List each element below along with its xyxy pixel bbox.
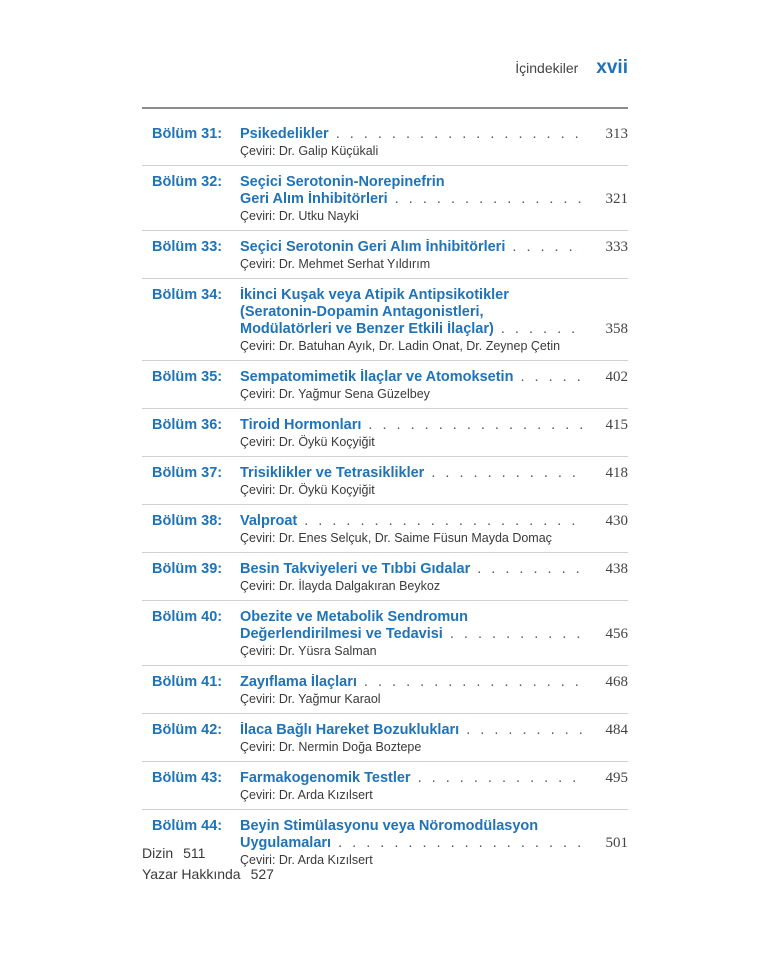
chapter-body xyxy=(240,561,628,594)
chapter-label: Bölüm 32: xyxy=(152,174,223,190)
chapter-title-line[interactable]: Modülatörleri ve Benzer Etkili İlaçlar) . . . xyxy=(240,321,584,338)
back-matter-list xyxy=(142,843,274,885)
toc-entry[interactable] xyxy=(142,118,628,165)
running-header xyxy=(515,57,628,79)
translator-credit: Çeviri: Dr. Arda Kızılsert xyxy=(240,853,373,867)
chapter-title-line[interactable]: Tiroid Hormonları . . . xyxy=(240,417,584,434)
chapter-title-line[interactable]: Sempatomimetik İlaçlar ve Atomoksetin . . . xyxy=(240,369,584,386)
chapter-body xyxy=(240,417,628,450)
chapter-body xyxy=(240,674,628,707)
chapter-label: Bölüm 36: xyxy=(152,417,223,433)
chapter-title-block xyxy=(240,818,628,852)
chapter-title-line[interactable]: Farmakogenomik Testler . . . xyxy=(240,770,584,787)
translator-credit: Çeviri: Dr. Öykü Koçyiğit xyxy=(240,435,375,449)
toc-entry[interactable] xyxy=(142,713,628,761)
translator-credit: Çeviri: Dr. Galip Küçükali xyxy=(240,144,379,158)
chapter-title-block xyxy=(240,287,628,338)
chapter-title-line[interactable]: Psikedelikler . . . xyxy=(240,126,584,143)
chapter-title-block xyxy=(240,417,628,434)
chapter-title-line[interactable]: Obezite ve Metabolik Sendromun xyxy=(240,609,469,625)
chapter-body xyxy=(240,722,628,755)
chapter-page-number: 333 xyxy=(605,239,628,255)
translator-credit: Çeviri: Dr. Batuhan Ayık, Dr. Ladin Onat, Dr. Zeynep Çetin xyxy=(240,339,561,353)
back-matter-item[interactable] xyxy=(142,864,274,885)
toc-entry[interactable] xyxy=(142,600,628,665)
chapter-title-block xyxy=(240,674,628,691)
chapter-title-line[interactable]: Seçici Serotonin Geri Alım İnhibitörleri . . . xyxy=(240,239,584,256)
translator-credit: Çeviri: Dr. Arda Kızılsert xyxy=(240,788,373,802)
toc-entry[interactable] xyxy=(142,230,628,278)
translator-credit: Çeviri: Dr. Yağmur Karaol xyxy=(240,692,381,706)
chapter-page-number: 321 xyxy=(605,191,628,207)
translator-credit: Çeviri: Dr. Utku Nayki xyxy=(240,209,359,223)
chapter-title-block xyxy=(240,609,628,643)
translator-credit: Çeviri: Dr. Yüsra Salman xyxy=(240,644,377,658)
chapter-title-line[interactable]: Değerlendirilmesi ve Tedavisi . . . xyxy=(240,626,584,643)
chapter-title-block xyxy=(240,126,628,143)
running-title: İçindekiler xyxy=(515,60,579,76)
chapter-title-line[interactable]: Uygulamaları . . . xyxy=(240,835,584,852)
chapter-label: Bölüm 43: xyxy=(152,770,223,786)
chapter-page-number: 456 xyxy=(605,626,628,642)
chapter-page-number: 358 xyxy=(605,321,628,337)
toc-entry[interactable] xyxy=(142,408,628,456)
header-rule xyxy=(142,107,628,109)
chapter-body xyxy=(240,287,628,354)
chapter-label: Bölüm 35: xyxy=(152,369,223,385)
toc-entry[interactable] xyxy=(142,165,628,230)
translator-credit: Çeviri: Dr. İlayda Dalgakıran Beykoz xyxy=(240,579,441,593)
chapter-page-number: 501 xyxy=(605,835,628,851)
chapter-body xyxy=(240,770,628,803)
chapter-title-block xyxy=(240,239,628,256)
toc-entry[interactable] xyxy=(142,360,628,408)
chapter-page-number: 313 xyxy=(605,126,628,142)
toc-entry[interactable] xyxy=(142,456,628,504)
chapter-title-line[interactable]: Beyin Stimülasyonu veya Nöromodülasyon xyxy=(240,818,539,834)
chapter-label: Bölüm 39: xyxy=(152,561,223,577)
chapter-page-number: 430 xyxy=(605,513,628,529)
toc-entry[interactable] xyxy=(142,761,628,809)
back-matter-page-number: 527 xyxy=(250,866,274,882)
chapter-title-block xyxy=(240,770,628,787)
chapter-label: Bölüm 37: xyxy=(152,465,223,481)
chapter-page-number: 418 xyxy=(605,465,628,481)
chapter-label: Bölüm 34: xyxy=(152,287,223,303)
chapter-page-number: 484 xyxy=(605,722,628,738)
chapter-label: Bölüm 31: xyxy=(152,126,223,142)
table-of-contents xyxy=(142,118,628,874)
chapter-title-block xyxy=(240,369,628,386)
chapter-title-line[interactable]: Trisiklikler ve Tetrasiklikler . . . xyxy=(240,465,584,482)
chapter-title-line[interactable]: Besin Takviyeleri ve Tıbbi Gıdalar . . . xyxy=(240,561,584,578)
chapter-page-number: 495 xyxy=(605,770,628,786)
toc-entry[interactable] xyxy=(142,665,628,713)
translator-credit: Çeviri: Dr. Enes Selçuk, Dr. Saime Füsun Mayda Domaç xyxy=(240,531,552,545)
chapter-body xyxy=(240,465,628,498)
chapter-body xyxy=(240,609,628,659)
back-matter-page-number: 511 xyxy=(183,845,206,861)
chapter-body xyxy=(240,239,628,272)
chapter-page-number: 415 xyxy=(605,417,628,433)
toc-entry[interactable] xyxy=(142,504,628,552)
chapter-label: Bölüm 38: xyxy=(152,513,223,529)
toc-entry[interactable] xyxy=(142,278,628,360)
chapter-label: Bölüm 44: xyxy=(152,818,223,834)
chapter-label: Bölüm 40: xyxy=(152,609,223,625)
back-matter-item[interactable] xyxy=(142,843,274,864)
page-number: xvii xyxy=(596,57,628,78)
chapter-title-line[interactable]: Valproat . . . xyxy=(240,513,584,530)
chapter-title-line[interactable]: (Seratonin-Dopamin Antagonistleri, xyxy=(240,304,484,320)
chapter-label: Bölüm 33: xyxy=(152,239,223,255)
chapter-title-block xyxy=(240,722,628,739)
chapter-title-block xyxy=(240,561,628,578)
chapter-label: Bölüm 42: xyxy=(152,722,223,738)
back-matter-label: Dizin xyxy=(142,845,174,861)
translator-credit: Çeviri: Dr. Mehmet Serhat Yıldırım xyxy=(240,257,431,271)
chapter-title-line[interactable]: Seçici Serotonin-Norepinefrin xyxy=(240,174,445,190)
chapter-title-block xyxy=(240,513,628,530)
chapter-body xyxy=(240,818,628,868)
chapter-page-number: 468 xyxy=(605,674,628,690)
chapter-page-number: 402 xyxy=(605,369,628,385)
chapter-label: Bölüm 41: xyxy=(152,674,223,690)
chapter-title-block xyxy=(240,174,628,208)
chapter-title-line[interactable]: Zayıflama İlaçları . . . xyxy=(240,674,584,691)
chapter-body xyxy=(240,513,628,546)
chapter-page-number: 438 xyxy=(605,561,628,577)
chapter-title-line[interactable]: İlaca Bağlı Hareket Bozuklukları . . . xyxy=(240,722,584,739)
chapter-title-block xyxy=(240,465,628,482)
chapter-title-line[interactable]: İkinci Kuşak veya Atipik Antipsikotikler xyxy=(240,287,509,303)
chapter-body xyxy=(240,174,628,224)
back-matter-label: Yazar Hakkında xyxy=(142,866,241,882)
translator-credit: Çeviri: Dr. Öykü Koçyiğit xyxy=(240,483,375,497)
chapter-title-line[interactable]: Geri Alım İnhibitörleri . . . xyxy=(240,191,584,208)
chapter-body xyxy=(240,126,628,159)
toc-entry[interactable] xyxy=(142,552,628,600)
chapter-body xyxy=(240,369,628,402)
translator-credit: Çeviri: Dr. Yağmur Sena Güzelbey xyxy=(240,387,430,401)
translator-credit: Çeviri: Dr. Nermin Doğa Boztepe xyxy=(240,740,422,754)
